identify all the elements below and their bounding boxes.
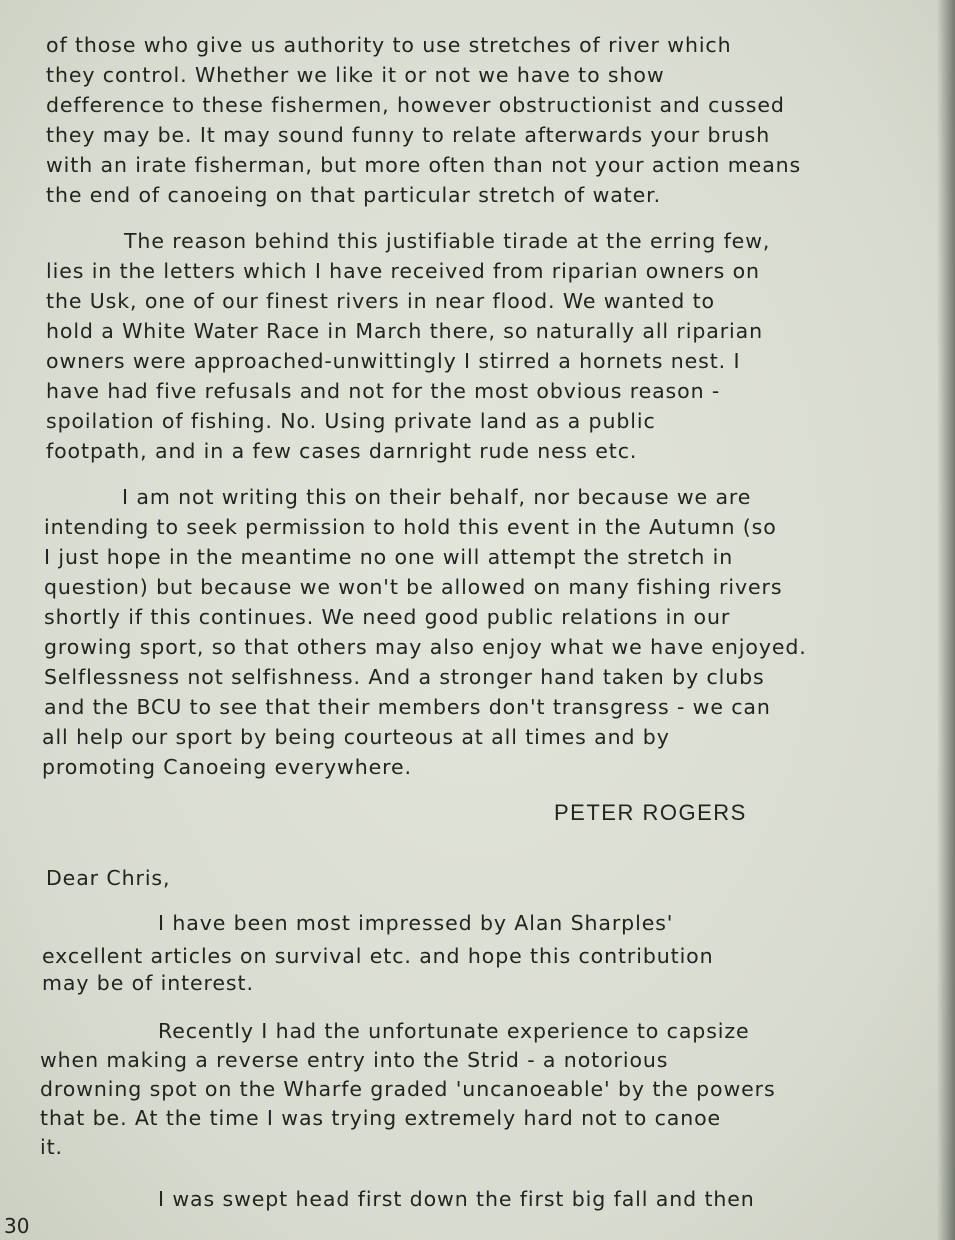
letter-salutation: Dear Chris, [46, 866, 171, 890]
text-line: it. [40, 1135, 63, 1159]
text-line: may be of interest. [42, 971, 254, 995]
text-line: all help our sport by being courteous at all times and by [42, 725, 670, 749]
page-number: 30 [4, 1214, 30, 1238]
text-line: I was swept head first down the first big fall and then [158, 1187, 755, 1211]
text-line: The reason behind this justifiable tirade at the erring few, [124, 229, 771, 253]
text-line: footpath, and in a few cases darnright rude ness etc. [46, 439, 638, 463]
page-edge-shadow [937, 0, 955, 1240]
text-line: growing sport, so that others may also enjoy what we have enjoyed. [44, 635, 807, 659]
text-line: and the BCU to see that their members don't transgress - we can [44, 695, 771, 719]
text-line: owners were approached-unwittingly I stirred a hornets nest. I [46, 349, 741, 373]
text-line: spoilation of fishing. No. Using private land as a public [46, 409, 656, 433]
text-line: that be. At the time I was trying extremely hard not to canoe [40, 1106, 722, 1130]
text-line: of those who give us authority to use stretches of river which [46, 33, 732, 57]
text-line: defference to these fishermen, however obstructionist and cussed [46, 93, 785, 117]
text-line: intending to seek permission to hold this event in the Autumn (so [44, 515, 777, 539]
text-line: the end of canoeing on that particular stretch of water. [46, 183, 662, 207]
text-line: hold a White Water Race in March there, so naturally all riparian [46, 319, 764, 343]
text-line: drowning spot on the Wharfe graded 'uncanoeable' by the powers [40, 1077, 776, 1101]
text-line: I just hope in the meantime no one will attempt the stretch in [44, 545, 734, 569]
text-line: they control. Whether we like it or not we have to show [46, 63, 665, 87]
text-line: question) but because we won't be allowed on many fishing rivers [44, 575, 783, 599]
text-line: shortly if this continues. We need good public relations in our [44, 605, 731, 629]
text-line: I am not writing this on their behalf, nor because we are [122, 485, 752, 509]
text-line: they may be. It may sound funny to relate afterwards your brush [46, 123, 771, 147]
text-line: have had five refusals and not for the most obvious reason - [46, 379, 721, 403]
text-line: when making a reverse entry into the Strid - a notorious [40, 1048, 669, 1072]
text-line: lies in the letters which I have received from riparian owners on [46, 259, 760, 283]
text-line: with an irate fisherman, but more often than not your action means [46, 153, 802, 177]
text-line: Selflessness not selfishness. And a stronger hand taken by clubs [44, 665, 765, 689]
signature: PETER ROGERS [554, 800, 747, 825]
text-line: Recently I had the unfortunate experience to capsize [158, 1019, 750, 1043]
text-line: excellent articles on survival etc. and hope this contribution [42, 944, 714, 968]
text-line: the Usk, one of our finest rivers in near flood. We wanted to [46, 289, 715, 313]
text-line: promoting Canoeing everywhere. [42, 755, 412, 779]
text-line: I have been most impressed by Alan Sharples' [158, 911, 674, 935]
